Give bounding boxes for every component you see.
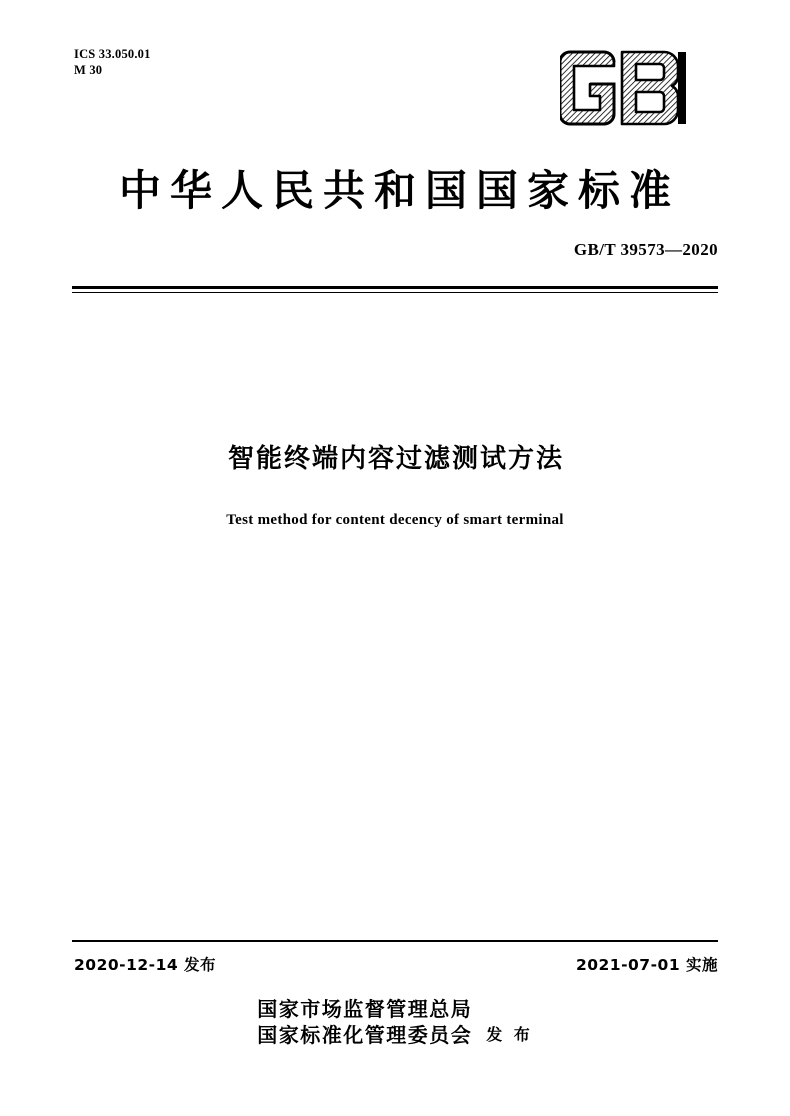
ccs-code: M 30 (74, 63, 103, 77)
standard-number: GB/T 39573—2020 (573, 240, 718, 259)
issue-date: 2020-12-14 发布 (74, 956, 217, 974)
divider-thin-top (72, 292, 718, 293)
subject-title-chinese: 智能终端内容过滤测试方法 (227, 444, 564, 474)
issuer-block (0, 996, 790, 1048)
issuer-line-2: 国家标准化管理委员会 (257, 1023, 473, 1047)
ics-code: ICS 33.050.01 (74, 47, 151, 61)
publish-label: 发 布 (486, 1025, 533, 1044)
divider-thick-top (72, 286, 718, 289)
divider-bottom (72, 940, 718, 942)
subject-title-english: Test method for content decency of smart terminal (226, 512, 564, 528)
page-title: 中华人民共和国国家标准 (118, 166, 680, 215)
issuer-line-1: 国家市场监督管理总局 (257, 997, 473, 1021)
issuer-names (257, 996, 472, 1048)
ics-classification-block (74, 46, 151, 78)
implementation-date: 2021-07-01 实施 (575, 956, 718, 974)
gb-logo-icon (560, 48, 720, 128)
